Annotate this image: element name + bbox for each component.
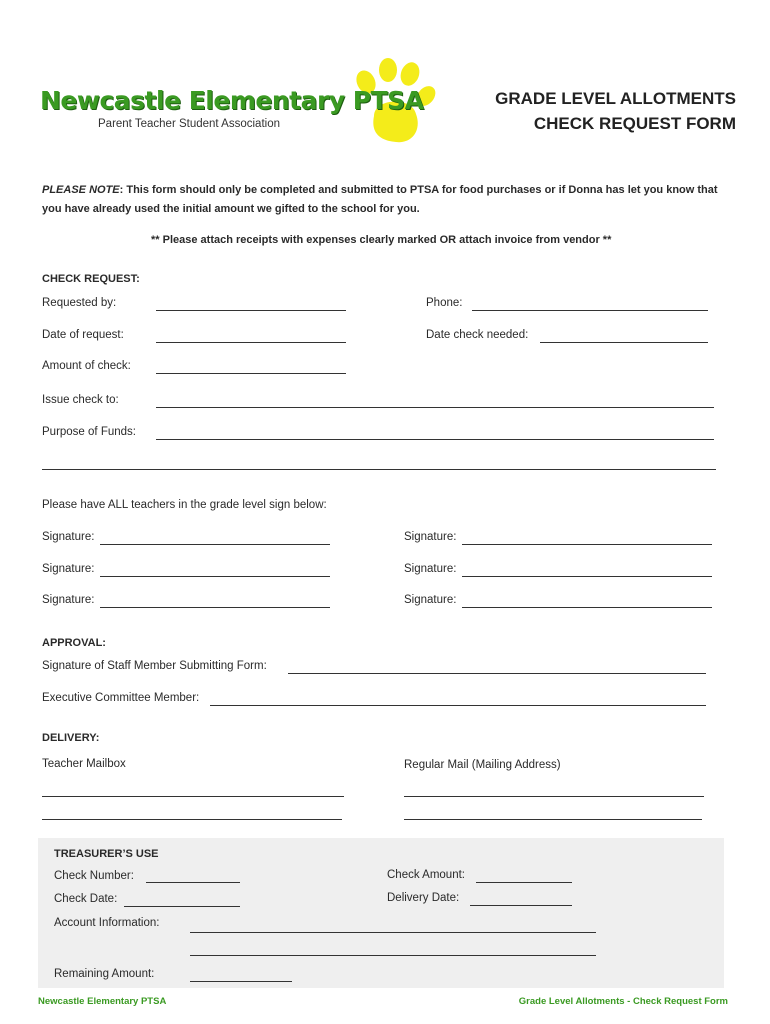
teachers-instruction: Please have ALL teachers in the grade level sign below: bbox=[42, 499, 327, 511]
teacher-signature-field[interactable] bbox=[462, 544, 712, 545]
delivery-heading: DELIVERY: bbox=[42, 732, 100, 744]
date-needed-field[interactable] bbox=[540, 342, 708, 343]
check-amount-label: Check Amount: bbox=[387, 869, 465, 881]
phone-label: Phone: bbox=[426, 297, 463, 309]
signature-label: Signature: bbox=[404, 531, 457, 543]
ptsa-logo bbox=[36, 58, 456, 153]
check-number-field[interactable] bbox=[146, 882, 240, 883]
remaining-amount-label: Remaining Amount: bbox=[54, 968, 155, 980]
teacher-signature-field[interactable] bbox=[100, 544, 330, 545]
signature-label: Signature: bbox=[404, 563, 457, 575]
approval-heading: APPROVAL: bbox=[42, 637, 106, 649]
teacher-signature-field[interactable] bbox=[462, 607, 712, 608]
date-needed-label: Date check needed: bbox=[426, 329, 529, 341]
teacher-signature-field[interactable] bbox=[462, 576, 712, 577]
footer-form-name: Grade Level Allotments - Check Request Form bbox=[518, 996, 728, 1007]
account-info-field-2[interactable] bbox=[190, 955, 596, 956]
check-amount-field[interactable] bbox=[476, 882, 572, 883]
staff-signature-label: Signature of Staff Member Submitting Form: bbox=[42, 660, 267, 672]
signature-label: Signature: bbox=[42, 594, 95, 606]
amount-field[interactable] bbox=[156, 373, 346, 374]
org-subtitle: Parent Teacher Student Association bbox=[98, 118, 280, 130]
mailing-address-field-2[interactable] bbox=[404, 819, 702, 820]
delivery-date-field[interactable] bbox=[470, 905, 572, 906]
date-of-request-field[interactable] bbox=[156, 342, 346, 343]
check-number-label: Check Number: bbox=[54, 870, 134, 882]
form-title-line2: CHECK REQUEST FORM bbox=[533, 114, 736, 133]
teacher-mailbox-field[interactable] bbox=[42, 796, 344, 797]
teacher-signature-field[interactable] bbox=[100, 576, 330, 577]
account-info-field[interactable] bbox=[190, 932, 596, 933]
issue-to-field[interactable] bbox=[156, 407, 714, 408]
amount-label: Amount of check: bbox=[42, 360, 131, 372]
teacher-signature-field[interactable] bbox=[100, 607, 330, 608]
purpose-label: Purpose of Funds: bbox=[42, 426, 136, 438]
notice-line1 bbox=[42, 184, 718, 196]
form-title-line1: GRADE LEVEL ALLOTMENTS bbox=[495, 89, 736, 108]
account-info-label: Account Information: bbox=[54, 917, 160, 929]
receipts-note: ** Please attach receipts with expenses clearly marked OR attach invoice from vendor ** bbox=[151, 234, 612, 246]
signature-label: Signature: bbox=[404, 594, 457, 606]
purpose-field-continued[interactable] bbox=[42, 469, 716, 470]
org-name: Newcastle Elementary PTSA bbox=[40, 86, 424, 115]
date-of-request-label: Date of request: bbox=[42, 329, 124, 341]
check-date-field[interactable] bbox=[124, 906, 240, 907]
requested-by-field[interactable] bbox=[156, 310, 346, 311]
check-request-heading: CHECK REQUEST: bbox=[42, 273, 140, 285]
notice-label: PLEASE NOTE bbox=[42, 184, 120, 196]
exec-member-label: Executive Committee Member: bbox=[42, 692, 200, 704]
check-date-label: Check Date: bbox=[54, 893, 118, 905]
regular-mail-option[interactable]: Regular Mail (Mailing Address) bbox=[404, 759, 561, 771]
notice-text: : This form should only be completed and submitted to PTSA for food purchases or if Donna has let you know that bbox=[119, 184, 718, 196]
notice-line2: you have already used the initial amount we gifted to the school for you. bbox=[42, 203, 420, 215]
remaining-amount-field[interactable] bbox=[190, 981, 292, 982]
signature-label: Signature: bbox=[42, 531, 95, 543]
issue-to-label: Issue check to: bbox=[42, 394, 119, 406]
phone-field[interactable] bbox=[472, 310, 708, 311]
treasurer-heading: TREASURER’S USE bbox=[54, 848, 159, 860]
staff-signature-field[interactable] bbox=[288, 673, 706, 674]
exec-member-field[interactable] bbox=[210, 705, 706, 706]
delivery-date-label: Delivery Date: bbox=[387, 892, 460, 904]
requested-by-label: Requested by: bbox=[42, 297, 117, 309]
mailing-address-field[interactable] bbox=[404, 796, 704, 797]
teacher-mailbox-option[interactable]: Teacher Mailbox bbox=[42, 758, 126, 770]
teacher-mailbox-field-2[interactable] bbox=[42, 819, 342, 820]
footer-org: Newcastle Elementary PTSA bbox=[38, 996, 167, 1007]
purpose-field[interactable] bbox=[156, 439, 714, 440]
treasurer-section bbox=[38, 838, 724, 988]
signature-label: Signature: bbox=[42, 563, 95, 575]
